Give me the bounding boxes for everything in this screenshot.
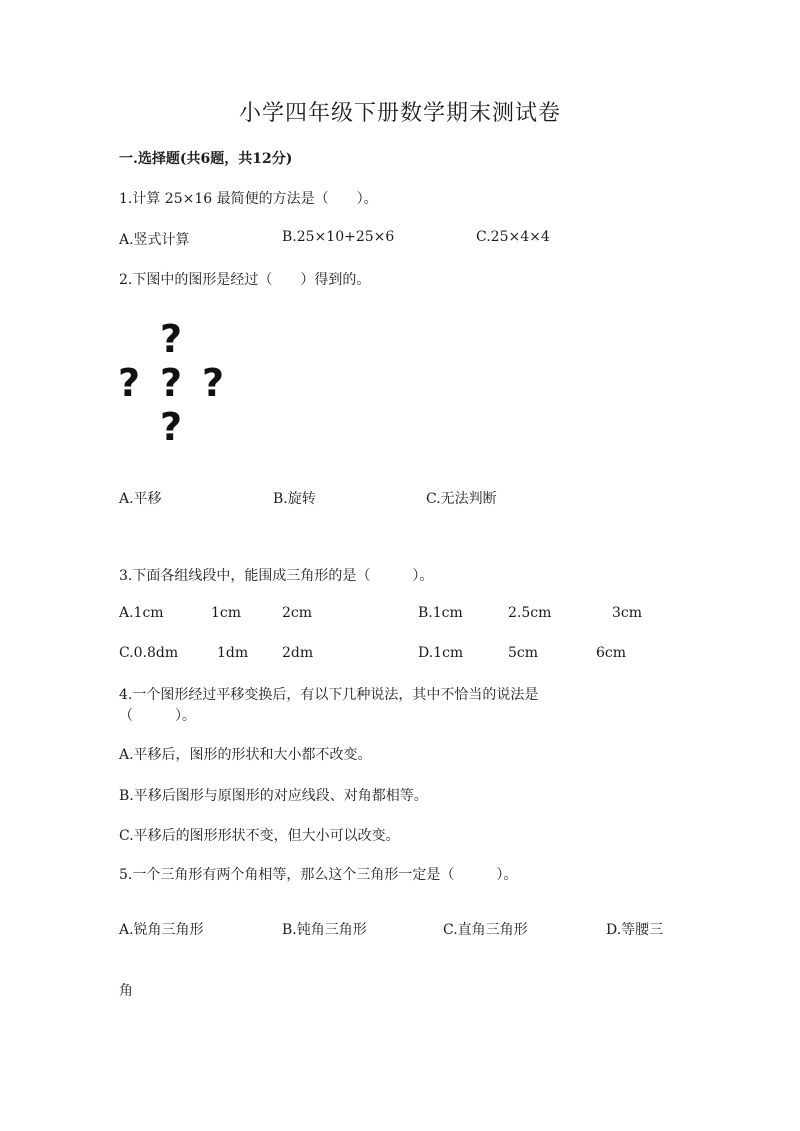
question-5-option-d: D.等腰三 bbox=[606, 922, 664, 938]
section-heading: 一.选择题(共6题，共12分) bbox=[119, 151, 293, 167]
question-3-option-b-value-3: 3cm bbox=[612, 605, 643, 621]
question-4-option-a: A.平移后，图形的形状和大小都不改变。 bbox=[119, 747, 372, 763]
question-5-option-c: C.直角三角形 bbox=[443, 922, 528, 938]
question-5-option-a: A.锐角三角形 bbox=[119, 922, 204, 938]
question-1-option-b: B.25×10+25×6 bbox=[282, 229, 395, 245]
question-4-stem-continued: （ ）。 bbox=[119, 708, 196, 724]
question-2-option-a: A.平移 bbox=[119, 491, 162, 507]
question-5-option-b: B.钝角三角形 bbox=[282, 922, 367, 938]
question-2-stem: 2.下图中的图形是经过（ ）得到的。 bbox=[119, 272, 371, 288]
question-4-option-b: B.平移后图形与原图形的对应线段、对角都相等。 bbox=[119, 788, 428, 804]
question-3-option-c-value-3: 2dm bbox=[282, 645, 314, 661]
question-1-option-c: C.25×4×4 bbox=[476, 229, 550, 245]
question-2-option-b: B.旋转 bbox=[273, 491, 316, 507]
question-3-option-b-value-2: 2.5cm bbox=[508, 605, 552, 621]
question-3-option-c-value-2: 1dm bbox=[217, 645, 249, 661]
question-1-stem: 1.计算 25×16 最简便的方法是（ ）。 bbox=[119, 191, 378, 207]
question-3-option-d: D.1cm bbox=[418, 645, 464, 661]
question-3-option-c: C.0.8dm bbox=[119, 645, 179, 661]
question-3-option-a: A.1cm bbox=[119, 605, 164, 621]
question-3-option-b: B.1cm bbox=[418, 605, 463, 621]
question-3-option-a-value-2: 1cm bbox=[211, 605, 242, 621]
question-4-stem: 4.一个图形经过平移变换后，有以下几种说法，其中不恰当的说法是 bbox=[119, 687, 539, 703]
question-5-option-d-wrap: 角 bbox=[119, 983, 133, 999]
question-3-stem: 3.下面各组线段中，能围成三角形的是（ ）。 bbox=[119, 568, 434, 584]
question-3-option-a-value-3: 2cm bbox=[282, 605, 313, 621]
question-2-option-c: C.无法判断 bbox=[426, 491, 497, 507]
question-mark-left: ? bbox=[118, 361, 141, 405]
page-title: 小学四年级下册数学期末测试卷 bbox=[238, 101, 561, 126]
question-4-option-c: C.平移后的图形形状不变，但大小可以改变。 bbox=[119, 828, 400, 844]
question-5-stem: 5.一个三角形有两个角相等，那么这个三角形一定是（ ）。 bbox=[119, 867, 518, 883]
question-3-option-d-value-2: 5cm bbox=[508, 645, 539, 661]
question-mark-right: ? bbox=[202, 361, 225, 405]
question-mark-bottom: ? bbox=[160, 405, 183, 449]
question-mark-center: ? bbox=[160, 361, 183, 405]
question-mark-figure bbox=[114, 316, 234, 456]
question-mark-top: ? bbox=[160, 317, 183, 361]
question-1-option-a: A.竖式计算 bbox=[119, 232, 190, 248]
question-3-option-d-value-3: 6cm bbox=[596, 645, 627, 661]
